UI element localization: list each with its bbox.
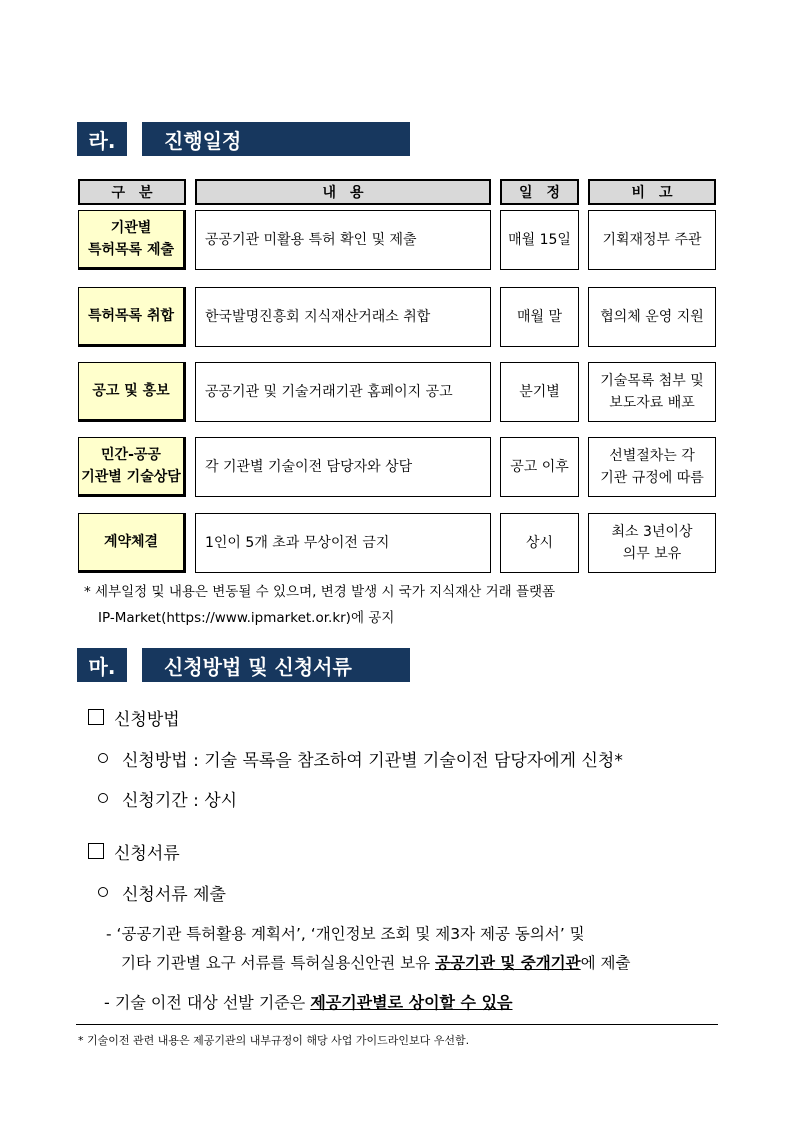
schedule-row-content: 공공기관 미활용 특허 확인 및 제출 <box>195 210 491 270</box>
schedule-row-content: 공공기관 및 기술거래기관 홈페이지 공고 <box>195 362 491 422</box>
documents-heading-label: 신청서류 <box>114 843 180 864</box>
square-bullet-icon <box>88 843 104 859</box>
circle-bullet-icon <box>98 887 108 897</box>
documents-dash-line2-prefix: 기타 기관별 요구 서류를 특허실용신안권 보유 <box>121 954 436 972</box>
documents-dash2-prefix: - 기술 이전 대상 선발 기준은 <box>104 993 311 1012</box>
schedule-row-category: 기관별 특허목록 제출 <box>78 210 186 270</box>
method-heading-label: 신청방법 <box>114 709 180 730</box>
schedule-row-category: 계약체결 <box>78 513 186 573</box>
section-ma-letter: 마. <box>77 648 127 682</box>
footnote-divider <box>76 1024 718 1025</box>
method-heading <box>88 704 180 730</box>
table-header-date: 일정 <box>500 179 579 205</box>
method-item <box>98 785 237 811</box>
schedule-row-category: 민간-공공 기관별 기술상담 <box>78 437 186 497</box>
method-item <box>98 745 623 771</box>
schedule-row-date: 매월 말 <box>500 287 579 347</box>
documents-heading <box>88 838 180 864</box>
method-item-text: 신청방법 : 기술 목록을 참조하여 기관별 기술이전 담당자에게 신청* <box>122 750 623 771</box>
schedule-row-date: 공고 이후 <box>500 437 579 497</box>
documents-dash2 <box>104 990 724 1013</box>
documents-dash2-emphasis: 제공기관별로 상이할 수 있음 <box>310 993 513 1012</box>
schedule-row-category: 공고 및 홍보 <box>78 362 186 422</box>
documents-dash-line2-suffix: 에 제출 <box>580 954 631 972</box>
documents-dash-line2 <box>121 951 721 973</box>
section-ra-title: 진행일정 <box>142 122 410 156</box>
table-header-category: 구분 <box>78 179 186 205</box>
schedule-row-date: 분기별 <box>500 362 579 422</box>
table-header-note: 비고 <box>588 179 716 205</box>
documents-item-text: 신청서류 제출 <box>122 884 226 905</box>
documents-item <box>98 879 226 905</box>
schedule-row-note: 최소 3년이상 의무 보유 <box>588 513 716 573</box>
schedule-row-date: 매월 15일 <box>500 210 579 270</box>
schedule-row-note: 기획재정부 주관 <box>588 210 716 270</box>
schedule-row-date: 상시 <box>500 513 579 573</box>
square-bullet-icon <box>88 709 104 725</box>
schedule-footnote-line2: IP-Market(https://www.ipmarket.or.kr)에 공지 <box>98 610 395 626</box>
schedule-row-category: 특허목록 취합 <box>78 287 186 347</box>
circle-bullet-icon <box>98 793 108 803</box>
schedule-row-note: 선별절차는 각 기관 규정에 따름 <box>588 437 716 497</box>
documents-dash-line1: - ‘공공기관 특허활용 계획서’, ‘개인정보 조회 및 제3자 제공 동의서’ 및 <box>106 925 585 943</box>
section-ra-letter: 라. <box>77 122 127 156</box>
bottom-footnote: * 기술이전 관련 내용은 제공기관의 내부규정이 해당 사업 가이드라인보다 우선함. <box>78 1034 470 1047</box>
documents-dash-line2-emphasis: 공공기관 및 중개기관 <box>435 954 581 972</box>
schedule-row-note: 기술목록 첨부 및 보도자료 배포 <box>588 362 716 422</box>
schedule-row-content: 각 기관별 기술이전 담당자와 상담 <box>195 437 491 497</box>
schedule-row-note: 협의체 운영 지원 <box>588 287 716 347</box>
section-ma-title: 신청방법 및 신청서류 <box>142 648 410 682</box>
schedule-row-content: 1인이 5개 초과 무상이전 금지 <box>195 513 491 573</box>
schedule-footnote-line1: * 세부일정 및 내용은 변동될 수 있으며, 변경 발생 시 국가 지식재산 거래 플랫폼 <box>84 584 556 600</box>
table-header-content: 내용 <box>195 179 491 205</box>
circle-bullet-icon <box>98 753 108 763</box>
method-item-text: 신청기간 : 상시 <box>122 790 238 811</box>
schedule-row-content: 한국발명진흥회 지식재산거래소 취합 <box>195 287 491 347</box>
